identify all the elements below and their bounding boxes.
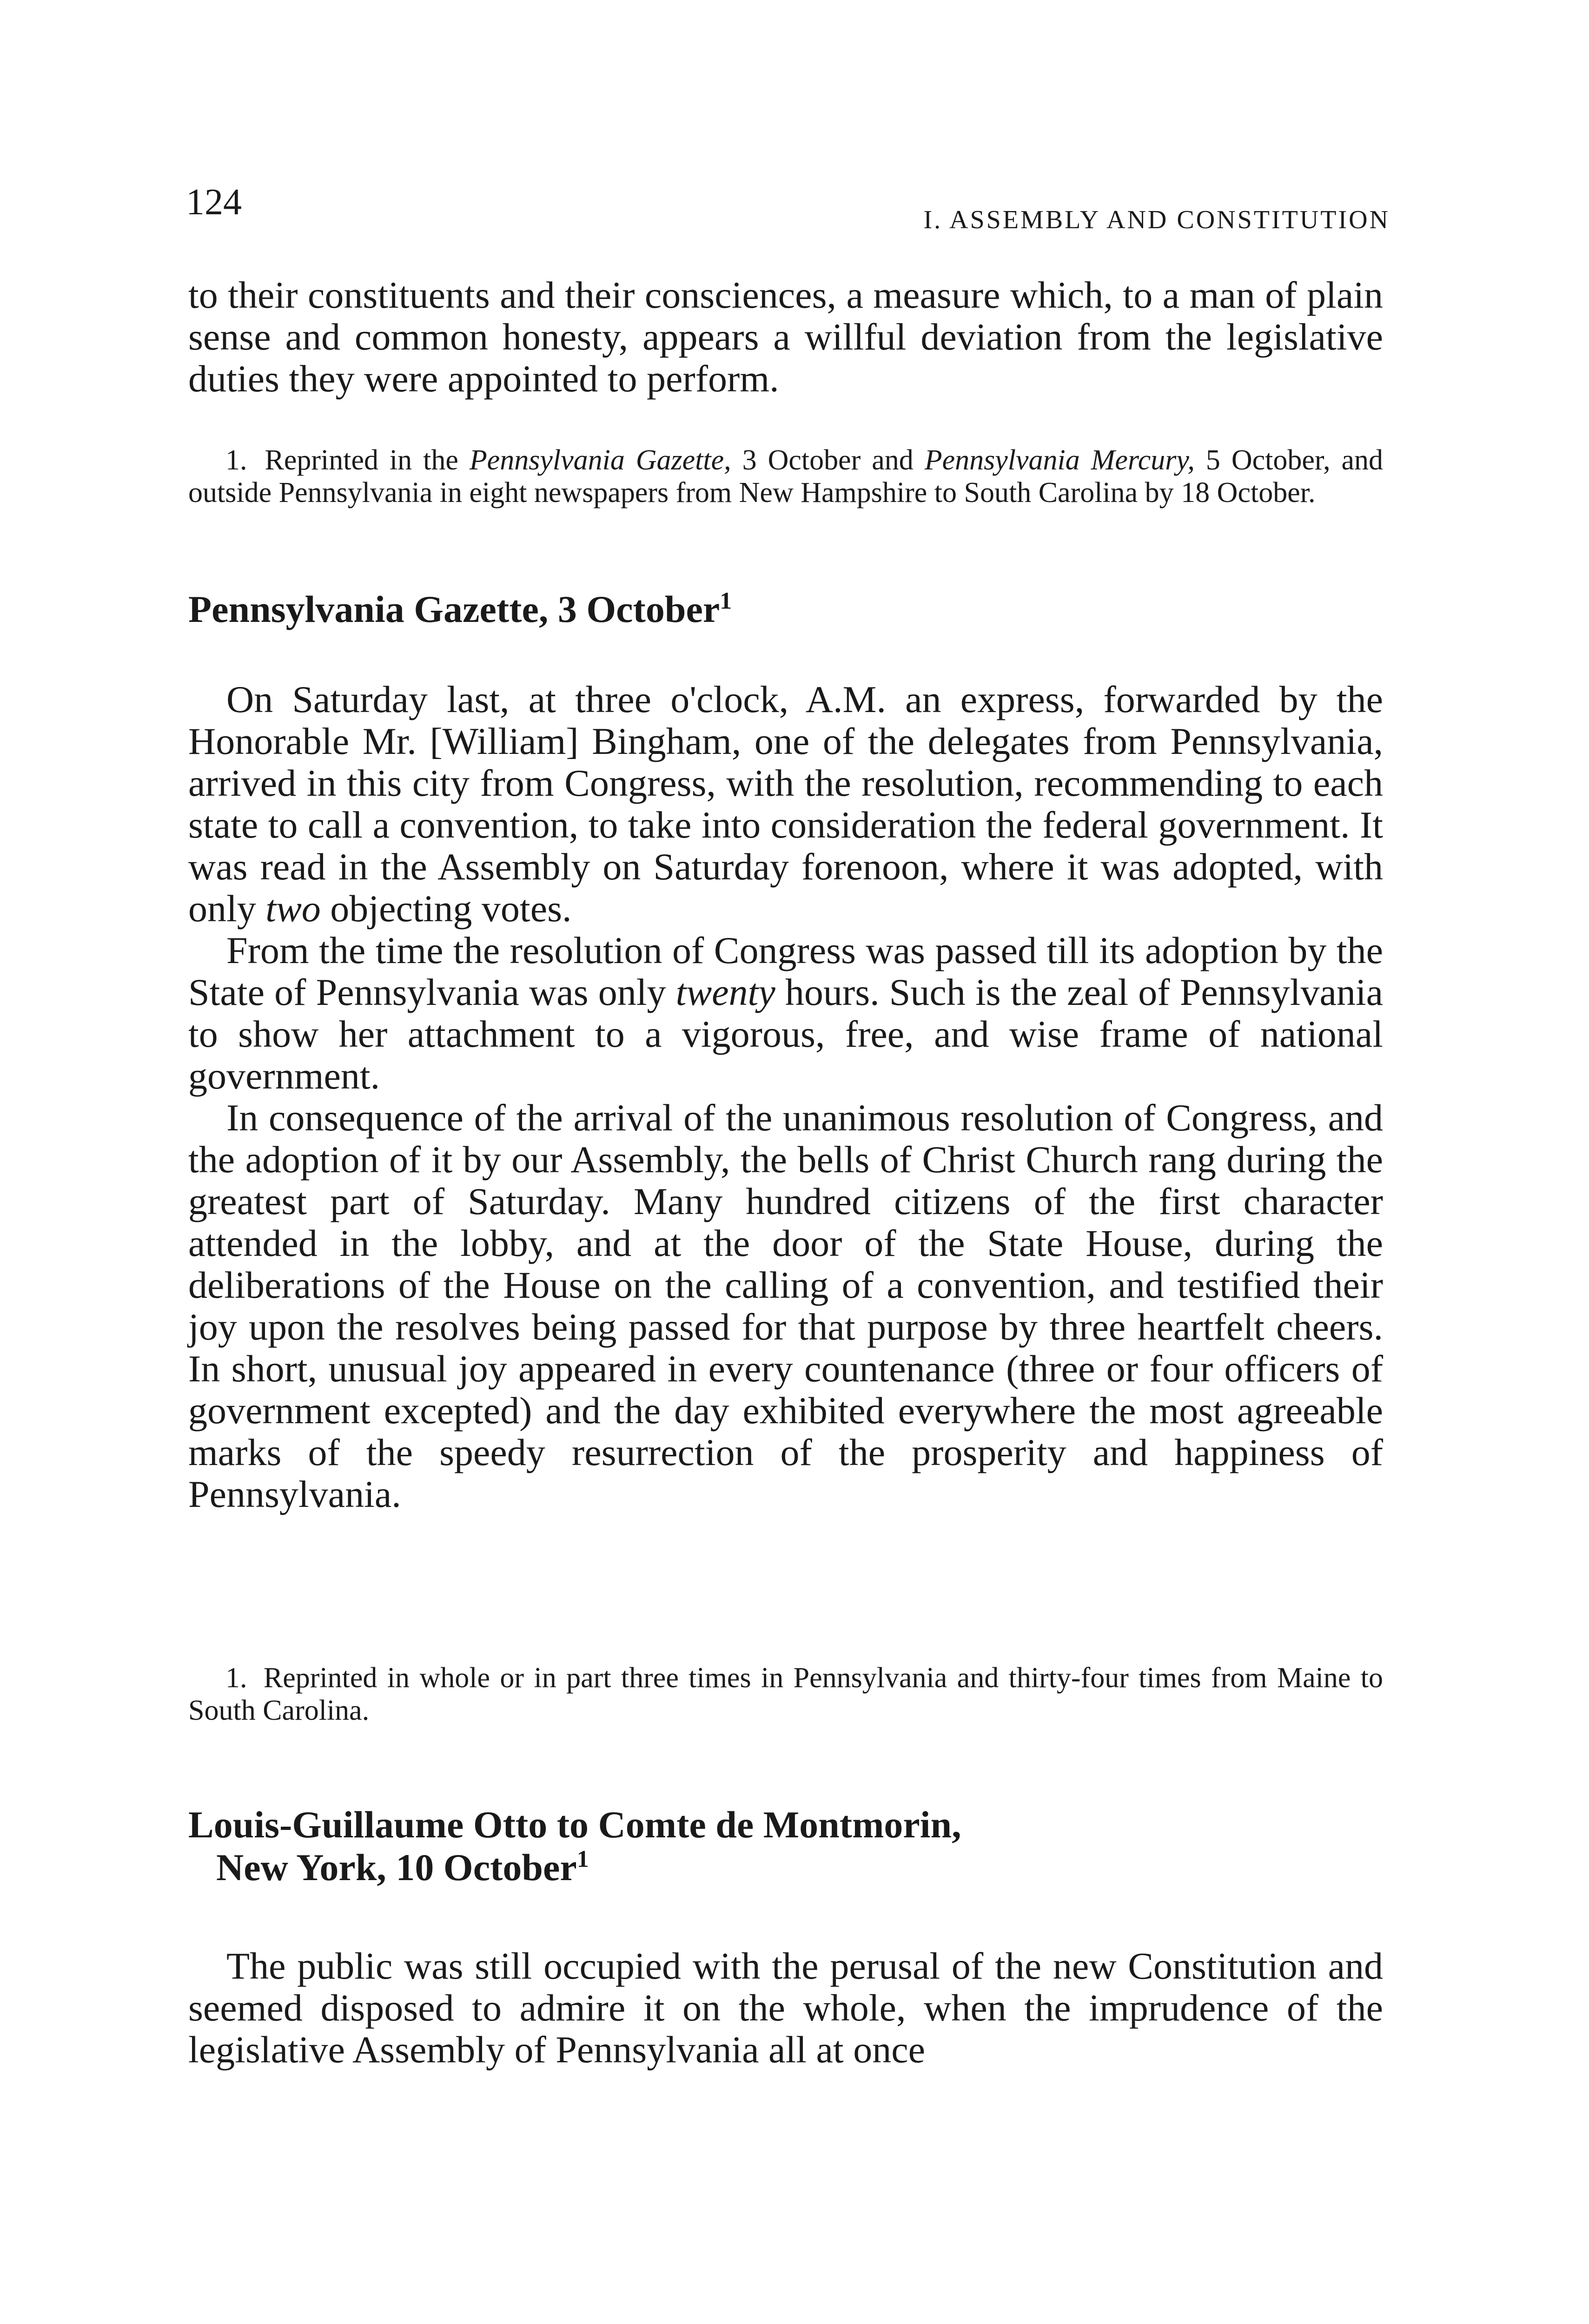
section-2-body	[188, 1945, 1383, 2071]
footnote-1-block	[188, 444, 1383, 509]
continuation-paragraph: to their constituents and their consciences, a measure which, to a man of plain sense and common honesty, appears a willful deviation from the legislative duties they were appointed to perform.	[188, 274, 1383, 400]
section-2-heading-block	[188, 1803, 1383, 1889]
continuation-block	[188, 274, 1383, 400]
newspaper-title: Pennsylvania Gazette,	[469, 444, 731, 476]
footnote-2: 1. Reprinted in whole or in part three times in Pennsylvania and thirty-four times from Maine to South Carolina.	[188, 1662, 1383, 1726]
paragraph: The public was still occupied with the perusal of the new Constitution and seemed disposed to admire it on the whole, when the imprudence of the legislative Assembly of Pennsylvania all at once	[188, 1945, 1383, 2071]
emphasis: two	[265, 887, 321, 930]
section-heading: Louis-Guillaume Otto to Comte de Montmorin, New York, 10 October$^1$	[188, 1803, 961, 1888]
paragraph: In consequence of the arrival of the unanimous resolution of Congress, and the adoption of it by our Assembly, the bells of Christ Church rang during the greatest part of Saturday. Many hundred citizens of the first character attended in the lobby, and at the door of the State House, during the deliberations of the House on the calling of a convention, and testified their joy upon the resolves being passed for that purpose by three heartfelt cheers. In short, unusual joy appeared in every countenance (three or four officers of government excepted) and the day exhibited everywhere the most agreeable marks of the speedy resurrection of the prosperity and happiness of Pennsylvania.	[188, 1096, 1383, 1515]
running-head: I. ASSEMBLY AND CONSTITUTION	[923, 205, 1390, 234]
footnote-2-number: 1.	[225, 1662, 247, 1694]
footnote-1-number: 1.	[225, 444, 247, 476]
footnote-marker: 1	[720, 588, 732, 614]
footnote-1: 1. Reprinted in the Pennsylvania Gazette, 3 October and Pennsylvania Mercury, 5 October, and outside Pennsylvania in eight newspapers from New Hampshire to South Carolina by 18 October.	[188, 444, 1384, 508]
newspaper-title: Pennsylvania Mercury,	[924, 444, 1195, 476]
page-header	[186, 184, 1390, 235]
section-1-body	[188, 679, 1383, 1515]
page-number: 124	[186, 182, 242, 223]
paragraph: From the time the resolution of Congress was passed till its adoption by the State of Pennsylvania was only twenty hours. Such is the zeal of Pennsylvania to show her attachment to a vigorous, free, and wise frame of national government.	[188, 929, 1384, 1097]
emphasis: twenty	[675, 971, 775, 1013]
footnote-2-block	[188, 1662, 1383, 1727]
section-1-heading-block	[188, 588, 1383, 631]
footnote-marker: 1	[576, 1846, 589, 1873]
paragraph: On Saturday last, at three o'clock, A.M. an express, forwarded by the Honorable Mr. [William] Bingham, one of the delegates from Pennsylvania, arrived in this city from Congress, with the resolution, recommending to each state to call a convention, to take into consideration the federal government. It was read in the Assembly on Saturday forenoon, where it was adopted, with only two objecting votes.	[188, 678, 1383, 930]
section-heading: Pennsylvania Gazette, 3 October$^1$	[188, 588, 732, 630]
